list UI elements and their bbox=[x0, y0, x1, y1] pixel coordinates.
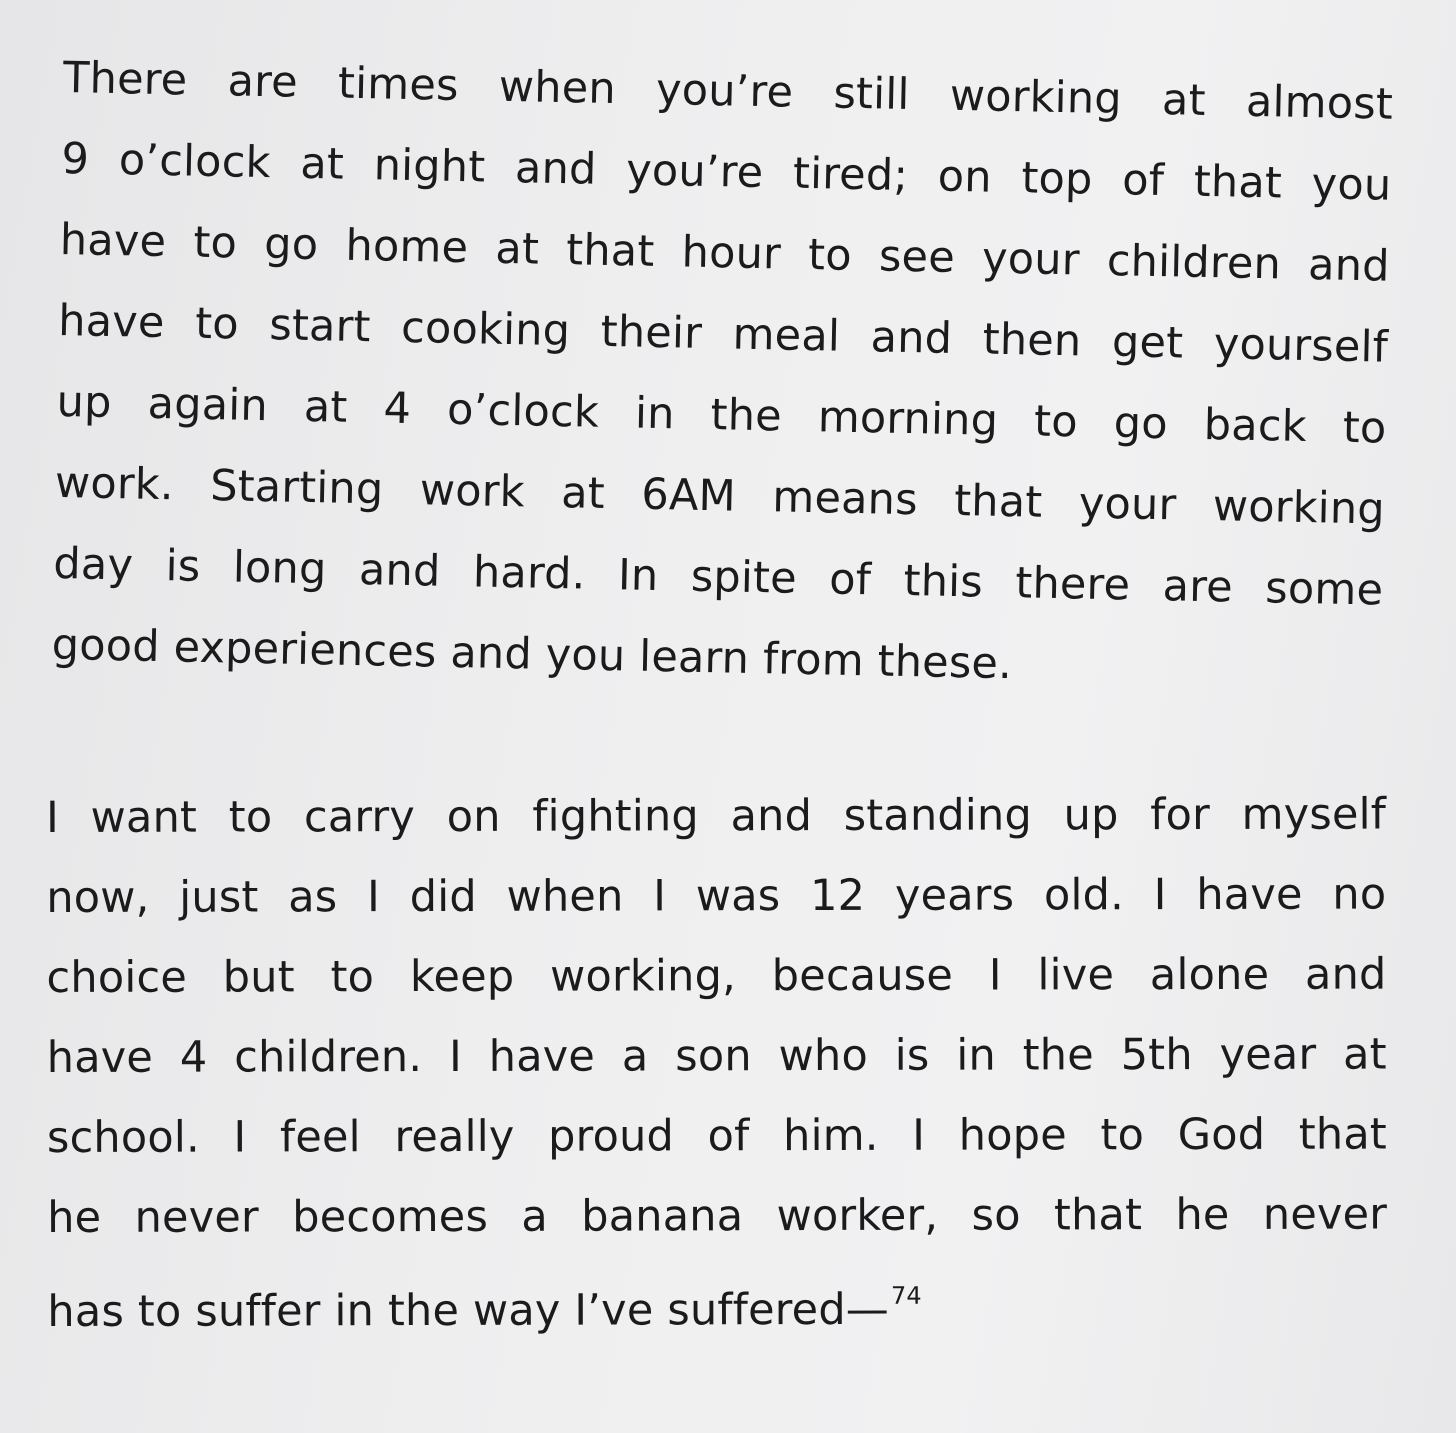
text-line: 9 o’clock at night and you’re tired; on top of that you bbox=[61, 133, 1392, 211]
text-line: now, just as I did when I was 12 years old. I have no bbox=[46, 869, 1387, 923]
text-line: has to suffer in the way I’ve suffered— bbox=[47, 1284, 890, 1337]
paragraph-2 bbox=[46, 774, 1387, 1338]
text-line: up again at 4 o’clock in the morning to go back to bbox=[56, 376, 1387, 454]
text-line: choice but to keep working, because I live alone and bbox=[46, 949, 1387, 1003]
text-line: I want to carry on fighting and standing up for myself bbox=[46, 789, 1387, 843]
text-line: good experiences and you learn from these. bbox=[51, 619, 1013, 690]
text-line: school. I feel really proud of him. I hope to God that bbox=[46, 1109, 1388, 1163]
footnote-reference: 74 bbox=[890, 1281, 922, 1310]
paragraph-1 bbox=[51, 38, 1394, 713]
text-line: have to start cooking their meal and then get yourself bbox=[57, 295, 1389, 373]
text-line: he never becomes a banana worker, so that he never bbox=[47, 1189, 1388, 1243]
last-line bbox=[47, 1254, 1387, 1338]
text-line: day is long and hard. In spite of this there are some bbox=[52, 538, 1384, 616]
text-line: have to go home at that hour to see your children and bbox=[59, 214, 1391, 292]
text-line: There are times when you’re still working at almost bbox=[62, 52, 1394, 130]
text-line: have 4 children. I have a son who is in the 5th year at bbox=[46, 1029, 1387, 1083]
text-line: work. Starting work at 6AM means that your working bbox=[54, 457, 1386, 535]
